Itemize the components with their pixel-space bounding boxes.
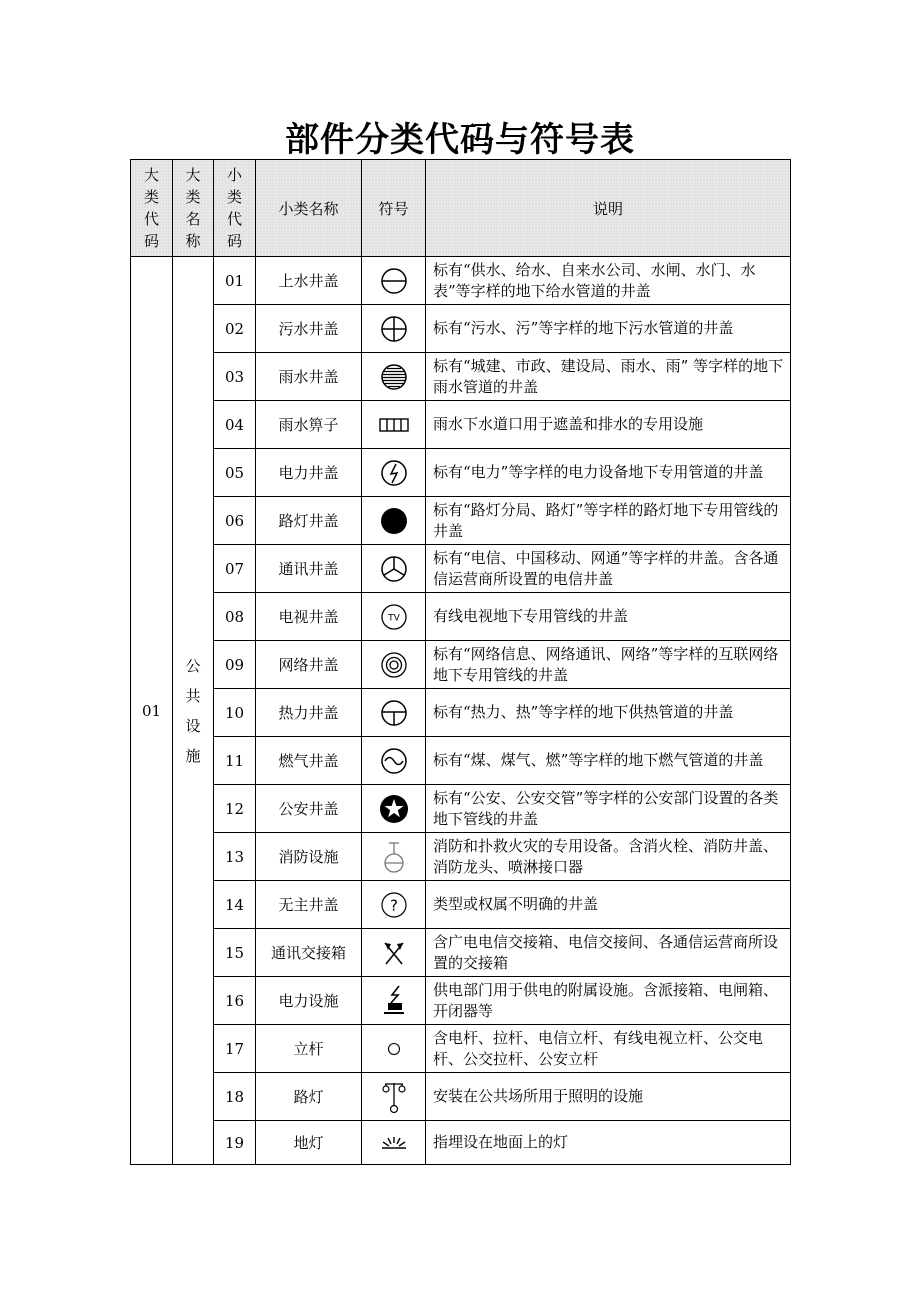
table-row	[131, 929, 791, 977]
description: 标有“城建、市政、建设局、雨水、雨” 等字样的地下雨水管道的井盖	[426, 353, 791, 401]
symbol-cell	[362, 1073, 426, 1121]
symbol-cell	[362, 737, 426, 785]
minor-code: 04	[214, 401, 256, 449]
symbol-cell	[362, 497, 426, 545]
table-row	[131, 257, 791, 305]
circle-tv-icon	[379, 602, 409, 632]
minor-code: 12	[214, 785, 256, 833]
header-major-code-char: 大	[143, 166, 159, 184]
table-row	[131, 593, 791, 641]
minor-name: 通讯井盖	[256, 545, 362, 593]
description: 标有“污水、污”等字样的地下污水管道的井盖	[426, 305, 791, 353]
minor-code: 11	[214, 737, 256, 785]
minor-name: 上水井盖	[256, 257, 362, 305]
table-row	[131, 737, 791, 785]
minor-code: 16	[214, 977, 256, 1025]
symbol-cell	[362, 641, 426, 689]
description: 有线电视地下专用管线的井盖	[426, 593, 791, 641]
description: 消防和扑救火灾的专用设备。含消火栓、消防井盖、消防龙头、喷淋接口器	[426, 833, 791, 881]
description: 类型或权属不明确的井盖	[426, 881, 791, 929]
description: 标有“煤、煤气、燃”等字样的地下燃气管道的井盖	[426, 737, 791, 785]
table-row	[131, 305, 791, 353]
table-row	[131, 881, 791, 929]
circle-lightning-icon	[379, 458, 409, 488]
description: 安装在公共场所用于照明的设施	[426, 1073, 791, 1121]
table-row	[131, 497, 791, 545]
table-row	[131, 1073, 791, 1121]
street-lamp-icon	[380, 1079, 408, 1115]
minor-name: 通讯交接箱	[256, 929, 362, 977]
minor-code: 18	[214, 1073, 256, 1121]
minor-name: 公安井盖	[256, 785, 362, 833]
category-name	[173, 257, 214, 1165]
circle-horizontal-line-icon	[379, 266, 409, 296]
minor-code: 01	[214, 257, 256, 305]
crossed-flags-icon	[380, 939, 408, 967]
symbol-cell	[362, 689, 426, 737]
minor-name: 污水井盖	[256, 305, 362, 353]
category-name-char: 公	[185, 656, 201, 675]
symbol-cell	[362, 881, 426, 929]
symbol-cell	[362, 977, 426, 1025]
description: 标有“电信、中国移动、网通”等字样的井盖。含各通信运营商所设置的电信井盖	[426, 545, 791, 593]
circle-star-icon	[378, 793, 410, 825]
description: 标有“路灯分局、路灯”等字样的路灯地下专用管线的井盖	[426, 497, 791, 545]
power-facility-icon	[379, 984, 409, 1018]
category-name-char: 设	[185, 716, 201, 735]
minor-code: 19	[214, 1121, 256, 1165]
category-name-char: 共	[185, 686, 201, 705]
table-row	[131, 641, 791, 689]
header-major-code-char: 代	[143, 210, 159, 228]
header-major-name-char: 名	[185, 210, 201, 228]
header-description: 说明	[426, 160, 791, 257]
minor-code: 14	[214, 881, 256, 929]
grate-icon	[378, 417, 410, 433]
minor-name: 路灯井盖	[256, 497, 362, 545]
code-symbol-table	[130, 159, 791, 1165]
minor-name: 电视井盖	[256, 593, 362, 641]
minor-code: 08	[214, 593, 256, 641]
description: 指埋设在地面上的灯	[426, 1121, 791, 1165]
symbol-cell	[362, 545, 426, 593]
minor-name: 网络井盖	[256, 641, 362, 689]
header-minor-name: 小类名称	[256, 160, 362, 257]
symbol-cell	[362, 785, 426, 833]
table-row	[131, 689, 791, 737]
description: 雨水下水道口用于遮盖和排水的专用设施	[426, 401, 791, 449]
category-code: 01	[131, 257, 173, 1165]
symbol-cell	[362, 257, 426, 305]
page-title: 部件分类代码与符号表	[285, 120, 635, 160]
minor-name: 电力井盖	[256, 449, 362, 497]
minor-code: 03	[214, 353, 256, 401]
header-minor-code-char: 代	[226, 210, 242, 228]
description: 供电部门用于供电的附属设施。含派接箱、电闸箱、开闭器等	[426, 977, 791, 1025]
symbol-cell	[362, 449, 426, 497]
filled-circle-icon	[379, 506, 409, 536]
minor-code: 05	[214, 449, 256, 497]
minor-code: 10	[214, 689, 256, 737]
concentric-circles-icon	[379, 650, 409, 680]
table-row	[131, 449, 791, 497]
header-row	[131, 160, 791, 257]
minor-name: 路灯	[256, 1073, 362, 1121]
minor-code: 09	[214, 641, 256, 689]
description: 标有“供水、给水、自来水公司、水闸、水门、水表”等字样的地下给水管道的井盖	[426, 257, 791, 305]
symbol-cell	[362, 305, 426, 353]
circle-t-icon	[379, 698, 409, 728]
minor-code: 13	[214, 833, 256, 881]
minor-name: 地灯	[256, 1121, 362, 1165]
circle-y-icon	[379, 554, 409, 584]
symbol-cell	[362, 1025, 426, 1073]
description: 含电杆、拉杆、电信立杆、有线电视立杆、公交电杆、公交拉杆、公安立杆	[426, 1025, 791, 1073]
description: 标有“电力”等字样的电力设备地下专用管道的井盖	[426, 449, 791, 497]
minor-name: 无主井盖	[256, 881, 362, 929]
table-row	[131, 1121, 791, 1165]
symbol-cell	[362, 929, 426, 977]
small-circle-icon	[386, 1041, 402, 1057]
symbol-cell	[362, 593, 426, 641]
fire-hydrant-icon	[379, 840, 409, 874]
circle-striped-icon	[379, 362, 409, 392]
table-row	[131, 833, 791, 881]
circle-question-icon	[379, 890, 409, 920]
header-major-code-char: 类	[143, 188, 159, 206]
description: 含广电电信交接箱、电信交接间、各通信运营商所设置的交接箱	[426, 929, 791, 977]
header-symbol: 符号	[362, 160, 426, 257]
minor-name: 雨水井盖	[256, 353, 362, 401]
table-row	[131, 545, 791, 593]
description: 标有“网络信息、网络通讯、网络”等字样的互联网络地下专用管线的井盖	[426, 641, 791, 689]
symbol-cell	[362, 833, 426, 881]
minor-code: 07	[214, 545, 256, 593]
table-row	[131, 1025, 791, 1073]
header-minor-code-char: 类	[226, 188, 242, 206]
minor-name: 立杆	[256, 1025, 362, 1073]
header-major-code	[131, 160, 173, 257]
table-row	[131, 401, 791, 449]
description: 标有“热力、热”等字样的地下供热管道的井盖	[426, 689, 791, 737]
svg-text:?: ?	[389, 896, 398, 914]
symbol-cell	[362, 353, 426, 401]
minor-code: 15	[214, 929, 256, 977]
minor-name: 雨水箅子	[256, 401, 362, 449]
ground-lamp-icon	[379, 1134, 409, 1152]
header-minor-code-char: 码	[226, 232, 242, 250]
minor-code: 02	[214, 305, 256, 353]
circle-wave-icon	[379, 746, 409, 776]
table-row	[131, 785, 791, 833]
minor-name: 消防设施	[256, 833, 362, 881]
header-minor-code-char: 小	[226, 166, 242, 184]
symbol-cell	[362, 1121, 426, 1165]
minor-name: 热力井盖	[256, 689, 362, 737]
header-minor-code	[214, 160, 256, 257]
table-row	[131, 353, 791, 401]
symbol-cell	[362, 401, 426, 449]
description: 标有“公安、公安交管”等字样的公安部门设置的各类地下管线的井盖	[426, 785, 791, 833]
header-major-code-char: 码	[143, 232, 159, 250]
header-major-name-char: 大	[185, 166, 201, 184]
minor-code: 06	[214, 497, 256, 545]
svg-text:TV: TV	[387, 613, 400, 623]
minor-name: 燃气井盖	[256, 737, 362, 785]
minor-code: 17	[214, 1025, 256, 1073]
header-major-name	[173, 160, 214, 257]
circle-cross-icon	[379, 314, 409, 344]
header-major-name-char: 类	[185, 188, 201, 206]
header-major-name-char: 称	[185, 232, 201, 250]
table-row	[131, 977, 791, 1025]
category-name-char: 施	[185, 746, 201, 765]
minor-name: 电力设施	[256, 977, 362, 1025]
